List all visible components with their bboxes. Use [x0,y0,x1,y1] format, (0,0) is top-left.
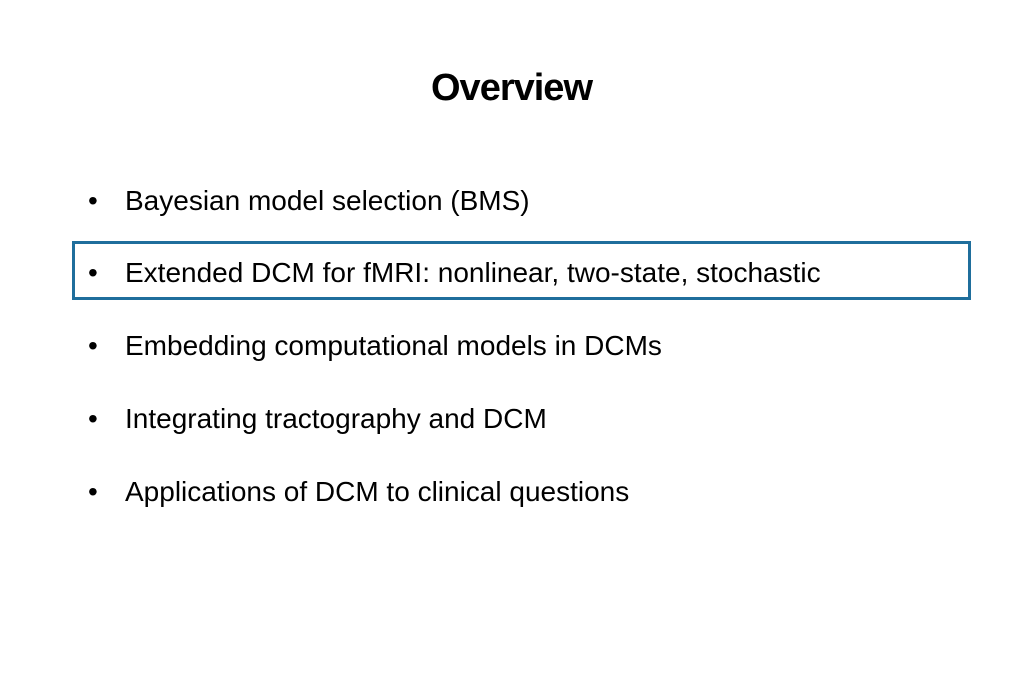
bullet-icon: • [88,185,98,216]
bullet-text: Extended DCM for fMRI: nonlinear, two-state, stochastic [125,257,821,288]
bullet-icon: • [88,476,98,507]
bullet-icon: • [88,257,98,288]
bullet-text: Applications of DCM to clinical questions [125,476,630,507]
bullet-text: Bayesian model selection (BMS) [125,185,530,216]
bullet-text: Integrating tractography and DCM [125,403,547,434]
slide-title: Overview [431,67,592,109]
bullet-icon: • [88,403,98,434]
bullet-icon: • [88,330,98,361]
bullet-text: Embedding computational models in DCMs [125,330,662,361]
